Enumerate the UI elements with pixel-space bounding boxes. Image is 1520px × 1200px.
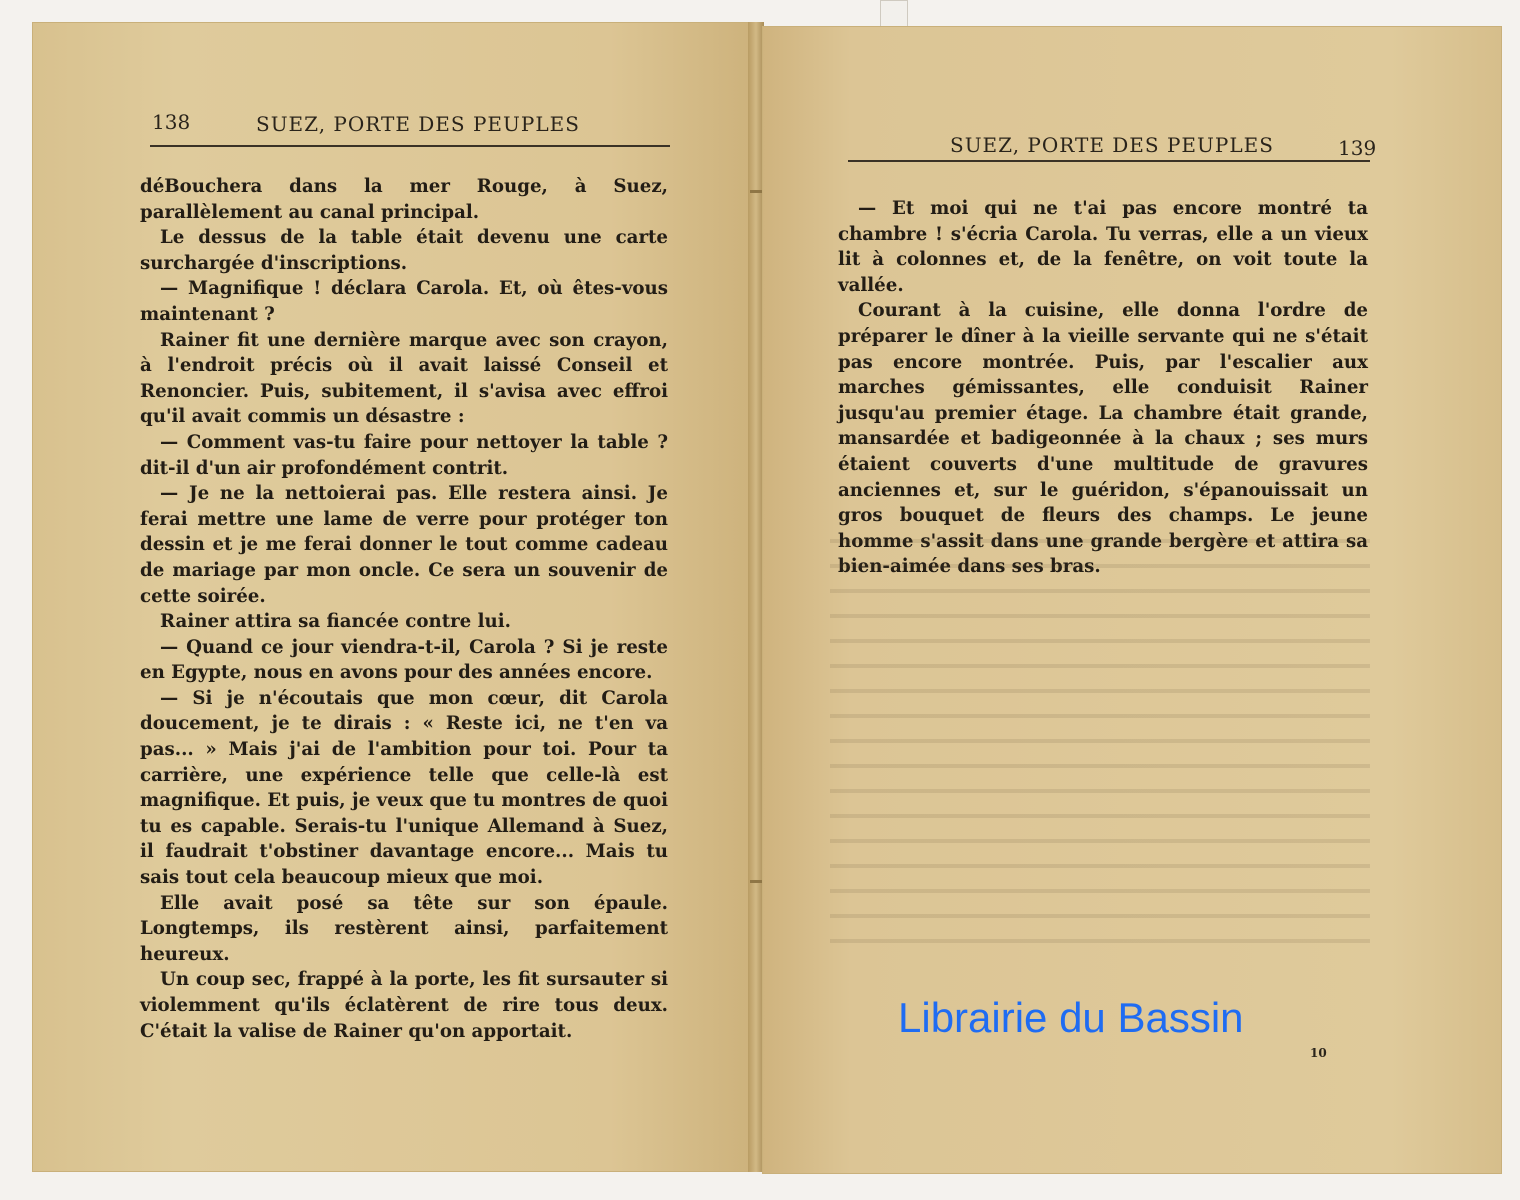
paragraph: Elle avait posé sa tête sur son épaule. Longtemps, ils restèrent ainsi, parfaitement heureux. bbox=[140, 892, 668, 965]
paragraph: Un coup sec, frappé à la porte, les fit sursauter si violemment qu'ils éclatèrent de rire tous deux. C'était la valise de Rainer qu'on apportait. bbox=[140, 969, 668, 1042]
left-header-rule bbox=[150, 145, 670, 147]
left-page-number: 138 bbox=[152, 110, 191, 134]
right-running-head: SUEZ, PORTE DES PEUPLES bbox=[950, 133, 1274, 157]
paragraph: déBouchera dans la mer Rouge, à Suez, parallèlement au canal principal. bbox=[140, 176, 668, 223]
paragraph: — Je ne la nettoierai pas. Elle restera ainsi. Je ferai mettre une lame de verre pour protéger ton dessin et je me ferai donner le tout comme cadeau de mariage par mon oncle. Ce sera un souvenir de cette soirée. bbox=[140, 483, 668, 607]
watermark: Librairie du Bassin bbox=[898, 994, 1244, 1041]
paragraph: Rainer attira sa fiancée contre lui. bbox=[160, 611, 511, 633]
bookmark-tab bbox=[880, 0, 908, 28]
paragraph: — Et moi qui ne t'ai pas encore montré ta chambre ! s'écria Carola. Tu verras, elle a un vieux lit à colonnes et, de la fenêtre, on voit toute la vallée. bbox=[838, 198, 1368, 296]
show-through-texture bbox=[830, 525, 1370, 955]
paragraph: — Si je n'écoutais que mon cœur, dit Carola doucement, je te dirais : « Reste ici, ne t'en va pas... » Mais j'ai de l'ambition pour toi. Pour ta carrière, une expérience telle que celle-là est magnifique. Et puis, je veux que tu montres de quoi tu es capable. Serais-tu l'unique Allemand à Suez, il faudrait t'obstiner davantage encore... Mais tu sais tout cela beaucoup mieux que moi. bbox=[140, 687, 668, 889]
left-running-head: SUEZ, PORTE DES PEUPLES bbox=[256, 112, 580, 136]
signature-mark: 10 bbox=[1310, 1046, 1327, 1060]
right-page-text bbox=[838, 196, 1368, 580]
paragraph: Le dessus de la table était devenu une carte surchargée d'inscriptions. bbox=[140, 227, 668, 274]
paragraph: — Comment vas-tu faire pour nettoyer la table ? dit-il d'un air profondément contrit. bbox=[140, 431, 668, 479]
paragraph: — Quand ce jour viendra-t-il, Carola ? Si je reste en Egypte, nous en avons pour des années encore. bbox=[140, 636, 668, 684]
right-header-rule bbox=[848, 160, 1370, 162]
paragraph: — Magnifique ! déclara Carola. Et, où êtes-vous maintenant ? bbox=[140, 278, 668, 325]
paragraph: Rainer fit une dernière marque avec son crayon, à l'endroit précis où il avait laissé Conseil et Renoncier. Puis, subitement, il s'avisa avec effroi qu'il avait commis un désastre : bbox=[140, 329, 668, 428]
paragraph: Courant à la cuisine, elle donna l'ordre de préparer le dîner à la vieille servante qui ne s'était pas encore montrée. Puis, par l'escalier aux marches gémissantes, elle conduisit Rainer jusqu'au premier étage. La chambre était grande, mansardée et badigeonnée à la chaux ; ses murs étaient couverts d'une multitude de gravures anciennes et, sur le guéridon, s'épanouissait un gros bouquet de fleurs des champs. Le jeune homme s'assit dans une grande bergère et attira sa bien-aimée dans ses bras. bbox=[838, 300, 1368, 578]
left-page-text bbox=[140, 174, 668, 1044]
right-page-number: 139 bbox=[1338, 136, 1377, 160]
